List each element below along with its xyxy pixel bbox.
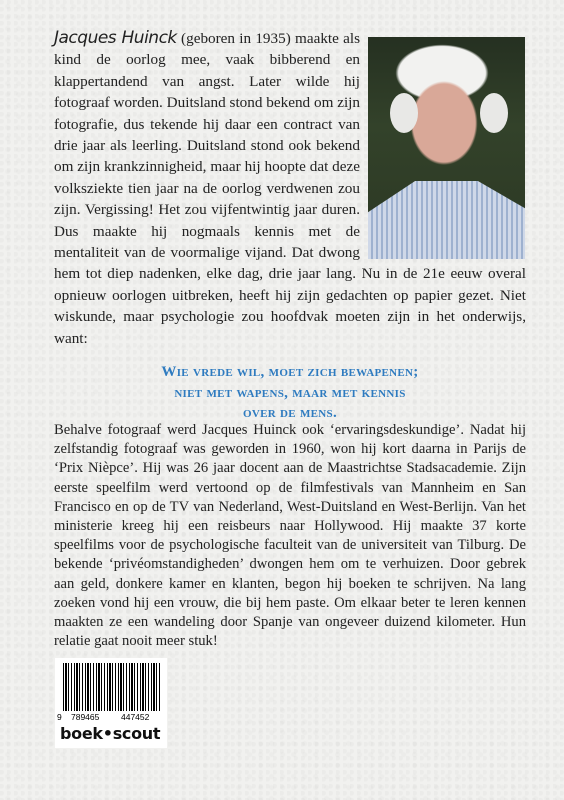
quote-line-2: niet met wapens, maar met kennis <box>174 384 406 401</box>
barcode-bars <box>63 663 161 711</box>
publisher-logo <box>60 724 160 743</box>
author-name: Jacques Huinck <box>54 28 177 48</box>
publisher-logo-part2: scout <box>112 724 161 743</box>
publisher-logo-part1: boek <box>60 724 103 743</box>
bio-paragraph: Behalve fotograaf werd Jacques Huinck ook ‘ervaringsdeskundige’. Nadat hij zelfstandig fotograaf was geworden in 1960, won hij kort daarna in Parijs de ‘Prix Nièpce’. Hij was 26 jaar docent aan de Maastrichtse Stadsacademie. Zijn eerste speelfilm werd vertoond op de filmfestivals van Mannheim en San Francisco en op de TV van Nederland, West-Duitsland en West-Berlijn. Van het ministerie kreeg hij een reisbeurs naar Hollywood. Hij maakte 37 korte speelfilms voor de psychologische faculteit van de universiteit van Tilburg. De bekende ‘privéomstandigheden’ dwongen hem om te verhuizen. Door gebrek aan geld, donkere kamer en klanten, begon hij boeken te schrijven. Na lang zoeken vond hij een vrouw, die bij hem paste. Om elkaar beter te leren kennen maakten ze een wandeling door Spanje van ongeveer duizend kilometer. Hun relatie gaat nooit meer stuk! <box>54 422 526 650</box>
publisher-logo-dot: • <box>102 724 113 743</box>
quote-line-3: over de mens. <box>243 405 337 421</box>
quote-block <box>54 362 526 424</box>
barcode-group-2: 447452 <box>121 712 150 722</box>
intro-text: (geboren in 1935) maakte als kind de oorlog mee, vaak bibberend en klappertandend van angst. Later wilde hij fotograaf worden. Duitsland stond bekend om zijn fotografie, dus tekende hij daar een contract van drie jaar als leerling. Duitsland stond ook bekend om zijn krankzinnigheid, maar hij hoopte dat deze volksziekte tien jaar na de oorlog verdwenen zou zijn. Vergissing! Het zou vijfentwintig jaar duren. Dus maakte hij nogmaals kennis met de mentaliteit van de voormalige vijand. Dat dwong hem tot diep nadenken, elke dag, drie jaar lang. Nu in de 21e eeuw overal opnieuw oorlogen uitbreken, heeft hij zijn gedachten op papier gezet. Niet wiskunde, maar psychologie zou hoofdvak moeten zijn in het onderwijs, want: <box>54 30 526 347</box>
barcode <box>55 658 167 748</box>
barcode-digit-1: 9 <box>57 712 62 722</box>
quote-line-1: Wie vrede wil, moet zich bewapenen; <box>161 364 419 380</box>
intro-paragraph <box>54 28 526 349</box>
barcode-group-1: 789465 <box>71 712 100 722</box>
